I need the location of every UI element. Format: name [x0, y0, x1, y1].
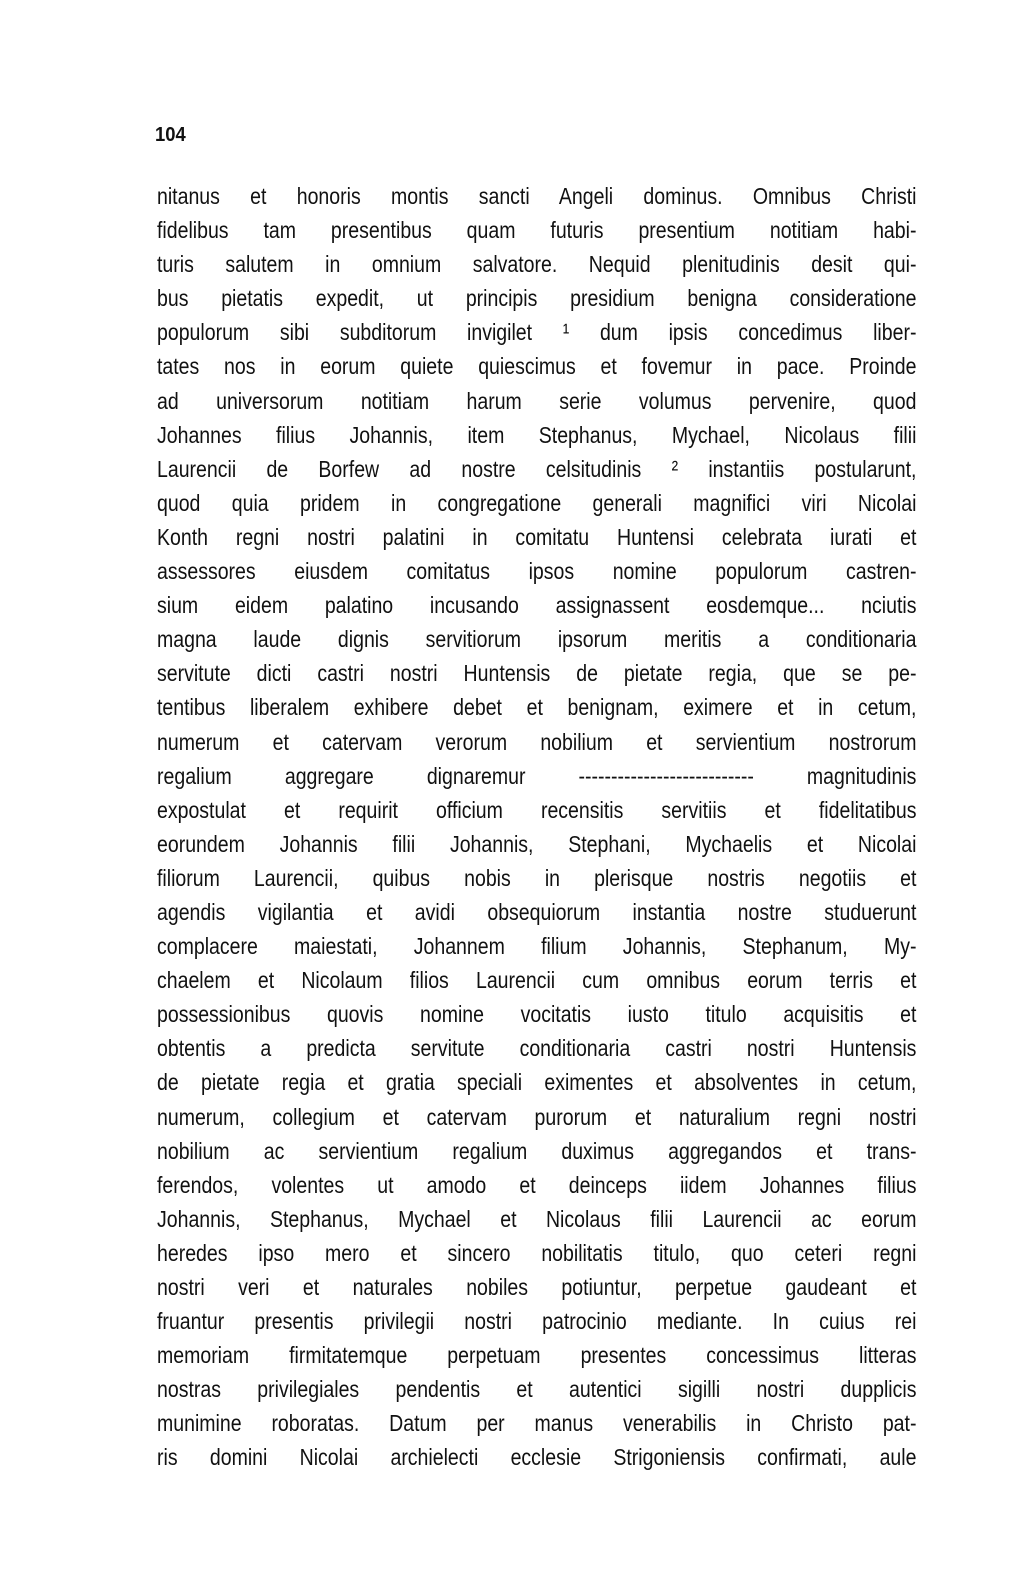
text-line: nostri veri et naturales nobiles potiuntur, perpetue gaudeant et	[157, 1274, 917, 1300]
text-line: tentibus liberalem exhibere debet et benignam, eximere et in cetum,	[157, 694, 917, 721]
text-line: regalium aggregare dignaremur --------------------------- magnitudinis	[157, 762, 917, 789]
text-line: expostulat et requirit officium recensitis servitiis et fidelitatibus	[157, 796, 917, 823]
text-line: numerum et catervam verorum nobilium et servientium nostrorum	[157, 728, 917, 755]
text-line: assessores eiusdem comitatus ipsos nomine populorum castren-	[157, 558, 917, 585]
text-line: sium eidem palatino incusando assignassent eosdemque... nciutis	[157, 592, 917, 619]
text-line: turis salutem in omnium salvatore. Nequid plenitudinis desit qui-	[157, 251, 917, 278]
text-line: agendis vigilantia et avidi obsequiorum instantia nostre studuerunt	[157, 898, 917, 925]
text-line: memoriam firmitatemque perpetuam presentes concessimus litteras	[157, 1342, 917, 1369]
page-number: 104	[155, 124, 186, 146]
text-line: ris domini Nicolai archielecti ecclesie Strigoniensis confirmati, aule	[157, 1444, 917, 1471]
text-line: bus pietatis expedit, ut principis presidium benigna consideratione	[157, 285, 917, 312]
text-line: complacere maiestati, Johannem filium Johannis, Stephanum, My-	[157, 933, 917, 960]
text-line: eorundem Johannis filii Johannis, Stephani, Mychaelis et Nicolai	[157, 830, 917, 857]
text-line: filiorum Laurencii, quibus nobis in plerisque nostris negotiis et	[157, 864, 917, 891]
text-line: fidelibus tam presentibus quam futuris presentium notitiam habi-	[157, 217, 917, 244]
text-line: nitanus et honoris montis sancti Angeli dominus. Omnibus Christi	[157, 183, 917, 209]
text-line: possessionibus quovis nomine vocitatis iusto titulo acquisitis et	[157, 1001, 917, 1028]
text-line: fruantur presentis privilegii nostri patrocinio mediante. In cuius rei	[157, 1308, 917, 1335]
text-line: populorum sibi subditorum invigilet ¹ dum ipsis concedimus liber-	[157, 319, 917, 346]
text-line: ad universorum notitiam harum serie volumus pervenire, quod	[157, 387, 917, 414]
text-line: heredes ipso mero et sincero nobilitatis titulo, quo ceteri regni	[157, 1239, 917, 1266]
text-line: ferendos, volentes ut amodo et deinceps iidem Johannes filius	[157, 1171, 917, 1198]
text-line: quod quia pridem in congregatione generali magnifici viri Nicolai	[157, 489, 917, 516]
text-line: chaelem et Nicolaum filios Laurencii cum omnibus eorum terris et	[157, 967, 917, 994]
text-line: nobilium ac servientium regalium duximus aggregandos et trans-	[157, 1137, 917, 1164]
text-line: magna laude dignis servitiorum ipsorum meritis a conditionaria	[157, 626, 917, 653]
text-line: Konth regni nostri palatini in comitatu Huntensi celebrata iurati et	[157, 523, 917, 550]
text-line: obtentis a predicta servitute conditionaria castri nostri Huntensis	[157, 1035, 917, 1062]
text-line: de pietate regia et gratia speciali eximentes et absolventes in cetum,	[157, 1069, 917, 1096]
body-text	[157, 179, 917, 1475]
text-line: numerum, collegium et catervam purorum et naturalium regni nostri	[157, 1103, 917, 1130]
text-line: Laurencii de Borfew ad nostre celsitudinis ² instantiis postularunt,	[157, 455, 917, 482]
text-line: Johannes filius Johannis, item Stephanus, Mychael, Nicolaus filii	[157, 421, 917, 448]
text-line: nostras privilegiales pendentis et autentici sigilli nostri dupplicis	[157, 1376, 917, 1403]
text-line: tates nos in eorum quiete quiescimus et fovemur in pace. Proinde	[157, 353, 917, 380]
text-line: servitute dicti castri nostri Huntensis de pietate regia, que se pe-	[157, 660, 917, 687]
text-line: munimine roboratas. Datum per manus venerabilis in Christo pat-	[157, 1410, 917, 1437]
text-line: Johannis, Stephanus, Mychael et Nicolaus filii Laurencii ac eorum	[157, 1205, 917, 1232]
